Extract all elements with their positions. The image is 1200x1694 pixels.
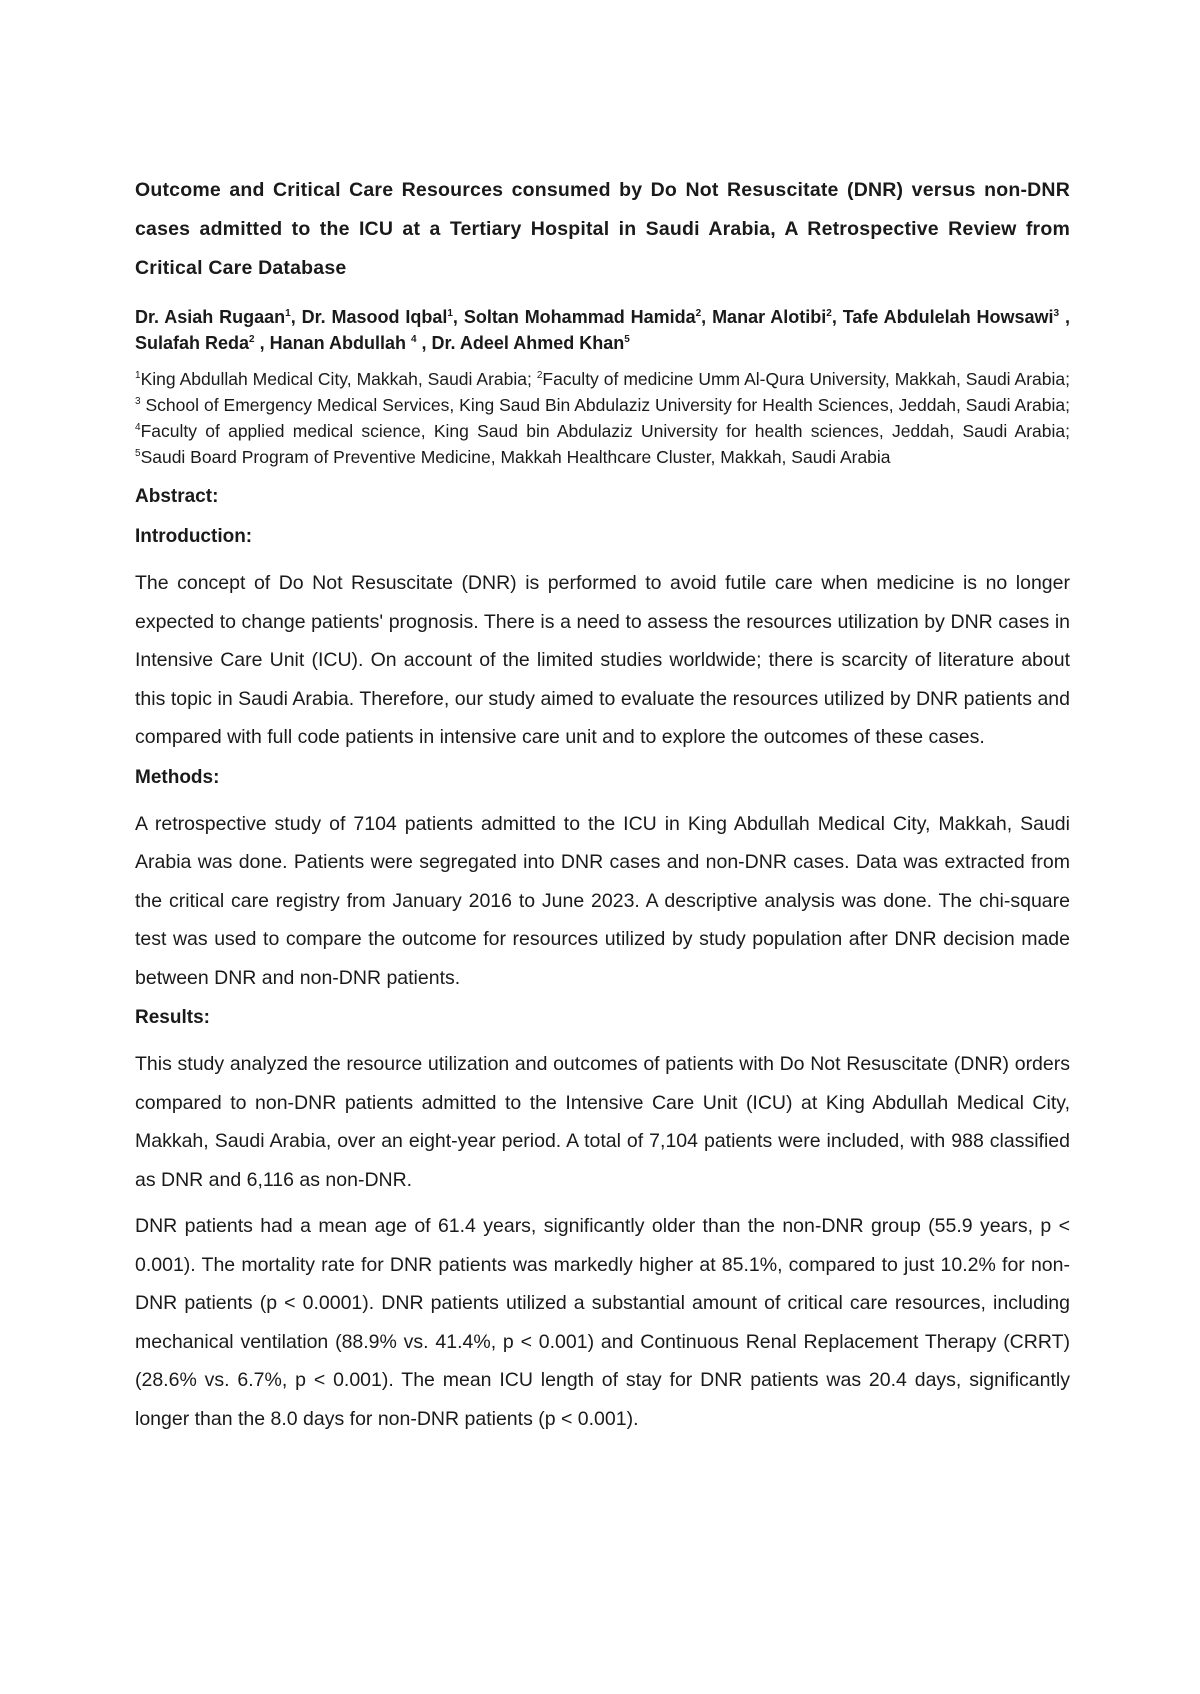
methods-heading: Methods: (135, 766, 220, 788)
introduction-heading: Introduction: (135, 526, 253, 547)
affiliation: $^4$Faculty of applied medical science, King Saud bin Abdulaziz University for health sciences, Jeddah, Saudi Arabia; (135, 421, 1070, 441)
author: Dr. Adeel Ahmed Khan$^5$ (431, 333, 630, 353)
author: Dr. Masood Iqbal$^1$, (301, 307, 464, 327)
affiliation: $^5$Saudi Board Program of Preventive Medicine, Makkah Healthcare Cluster, Makkah, Saudi Arabia (135, 447, 891, 467)
results-paragraph-2: DNR patients had a mean age of 61.4 years, significantly older than the non-DNR group (55.9 years, p < 0.001). The mortality rate for DNR patients was markedly higher at 85.1%, compared to just 10.2% for non-DNR patients (p < 0.0001). DNR patients utilized a substantial amount of critical care resources, including mechanical ventilation (88.9% vs. 41.4%, p < 0.001) and Continuous Renal Replacement Therapy (CRRT) (28.6% vs. 6.7%, p < 0.001). The mean ICU length of stay for DNR patients was 20.4 days, significantly longer than the 8.0 days for non-DNR patients (p < 0.001). (135, 1215, 1070, 1430)
results-paragraph-1: This study analyzed the resource utilization and outcomes of patients with Do Not Resuscitate (DNR) orders compared to non-DNR patients admitted to the Intensive Care Unit (ICU) at King Abdullah Medical City, Makkah, Saudi Arabia, over an eight-year period. A total of 7,104 patients were included, with 988 classified as DNR and 6,116 as non-DNR. (135, 1053, 1070, 1191)
affiliation: $^3$ School of Emergency Medical Services, King Saud Bin Abdulaziz University for Health Sciences, Jeddah, Saudi Arabia; (135, 395, 1070, 415)
author: Tafe Abdulelah Howsawi$^3$ , (842, 307, 1070, 327)
abstract-heading: Abstract: (135, 486, 219, 507)
author: Sulafah Reda$^2$ , (135, 333, 270, 353)
author: Hanan Abdullah $^4$ , (269, 333, 432, 353)
author-list (135, 304, 1070, 356)
affiliation: $^1$King Abdullah Medical City, Makkah, Saudi Arabia; (135, 369, 537, 389)
author: Manar Alotibi$^2$, (712, 307, 843, 327)
results-heading: Results: (135, 1007, 210, 1028)
author: Dr. Asiah Rugaan$^1$, (135, 307, 302, 327)
affiliation: $^2$Faculty of medicine Umm Al-Qura University, Makkah, Saudi Arabia; (536, 369, 1071, 389)
paper-title: Outcome and Critical Care Resources consumed by Do Not Resuscitate (DNR) versus non-DNR cases admitted to the ICU at a Tertiary Hospital in Saudi Arabia, A Retrospective Review from Critical Care Database (135, 179, 1070, 279)
introduction-text: The concept of Do Not Resuscitate (DNR) is performed to avoid futile care when medicine is no longer expected to change patients' prognosis. There is a need to assess the resources utilization by DNR cases in Intensive Care Unit (ICU). On account of the limited studies worldwide; there is scarcity of literature about this topic in Saudi Arabia. Therefore, our study aimed to evaluate the resources utilized by DNR patients and compared with full code patients in intensive care unit and to explore the outcomes of these cases. (135, 572, 1070, 748)
author: Soltan Mohammad Hamida$^2$, (463, 307, 713, 327)
paper-page (135, 171, 1070, 1446)
methods-text: A retrospective study of 7104 patients admitted to the ICU in King Abdullah Medical City, Makkah, Saudi Arabia was done. Patients were segregated into DNR cases and non-DNR cases. Data was extracted from the critical care registry from January 2016 to June 2023. A descriptive analysis was done. The chi-square test was used to compare the outcome for resources utilized by study population after DNR decision made between DNR and non-DNR patients. (135, 812, 1070, 989)
affiliations (135, 366, 1070, 470)
